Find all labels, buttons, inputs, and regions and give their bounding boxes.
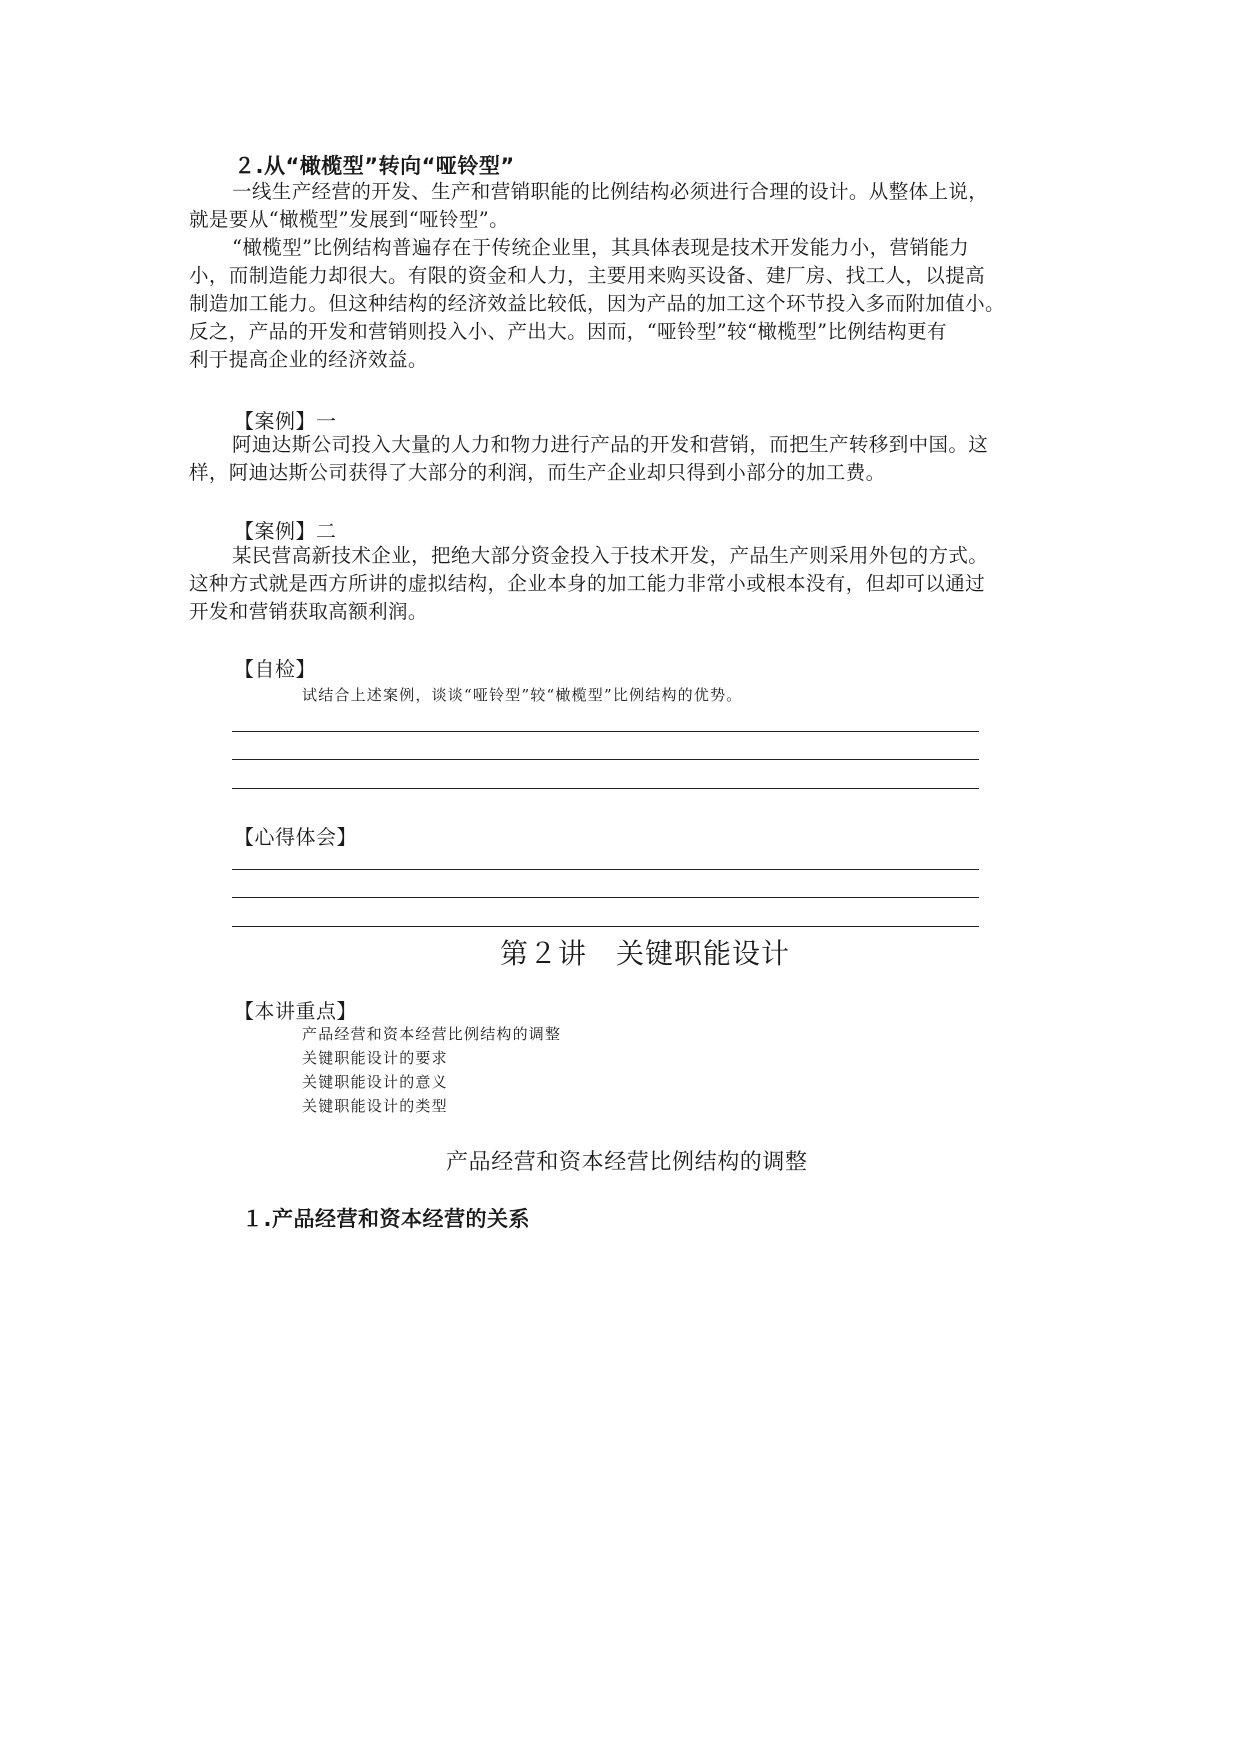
case-1-text — [189, 431, 988, 487]
self-check-prompt: 试结合上述案例，谈谈“哑铃型”较“橄榄型”比例结构的优势。 — [302, 686, 743, 704]
paragraph-line: 就是要从“橄榄型”发展到“哑铃型”。 — [189, 208, 510, 231]
answer-line[interactable] — [232, 731, 979, 732]
key-points-list — [302, 1022, 561, 1118]
paragraph-line: 这种方式就是西方所讲的虚拟结构，企业本身的加工能力非常小或根本没有，但却可以通过 — [189, 572, 986, 595]
case-2-tag: 【案例】二 — [234, 519, 337, 543]
key-point-item: 关键职能设计的要求 — [302, 1049, 448, 1067]
case-1-tag: 【案例】一 — [234, 409, 337, 433]
answer-line[interactable] — [232, 869, 979, 870]
answer-line[interactable] — [232, 926, 979, 927]
paragraph-line: “橄榄型”比例结构普遍存在于传统企业里，其具体表现是技术开发能力小，营销能力 — [232, 236, 970, 259]
paragraph-line: 某民营高新技术企业，把绝大部分资金投入于技术开发，产品生产则采用外包的方式。 — [232, 544, 989, 567]
paragraph-2 — [189, 234, 1005, 374]
answer-line[interactable] — [232, 788, 979, 789]
paragraph-line: 小，而制造能力却很大。有限的资金和人力，主要用来购买设备、建厂房、找工人，以提高 — [189, 264, 986, 287]
paragraph-1 — [189, 178, 988, 234]
paragraph-line: 利于提高企业的经济效益。 — [189, 348, 428, 371]
case-2-text — [189, 542, 988, 626]
paragraph-line: 制造加工能力。但这种结构的经济效益比较低，因为产品的加工这个环节投入多而附加值小。 — [189, 292, 1005, 315]
key-points-tag: 【本讲重点】 — [234, 999, 357, 1023]
paragraph-line: 样，阿迪达斯公司获得了大部分的利润，而生产企业却只得到小部分的加工费。 — [189, 461, 886, 484]
key-point-item: 关键职能设计的类型 — [302, 1097, 448, 1115]
section-title: 产品经营和资本经营比例结构的调整 — [446, 1150, 808, 1175]
paragraph-line: 一线生产经营的开发、生产和营销职能的比例结构必须进行合理的设计。从整体上说， — [232, 180, 989, 203]
section-heading: ２.从“橄榄型”转向“哑铃型” — [234, 154, 515, 178]
answer-line[interactable] — [232, 759, 979, 760]
paragraph-line: 反之，产品的开发和营销则投入小、产出大。因而，“哑铃型”较“橄榄型”比例结构更有 — [189, 320, 947, 343]
key-point-item: 产品经营和资本经营比例结构的调整 — [302, 1025, 562, 1043]
key-point-item: 关键职能设计的意义 — [302, 1073, 448, 1091]
paragraph-line: 开发和营销获取高额利润。 — [189, 600, 428, 623]
answer-line[interactable] — [232, 897, 979, 898]
paragraph-line: 阿迪达斯公司投入大量的人力和物力进行产品的开发和营销，而把生产转移到中国。这 — [232, 433, 989, 456]
self-check-tag: 【自检】 — [234, 657, 316, 681]
subheading: １.产品经营和资本经营的关系 — [242, 1207, 530, 1231]
lecture-title: 第２讲 关键职能设计 — [500, 937, 791, 970]
reflection-tag: 【心得体会】 — [234, 825, 357, 849]
